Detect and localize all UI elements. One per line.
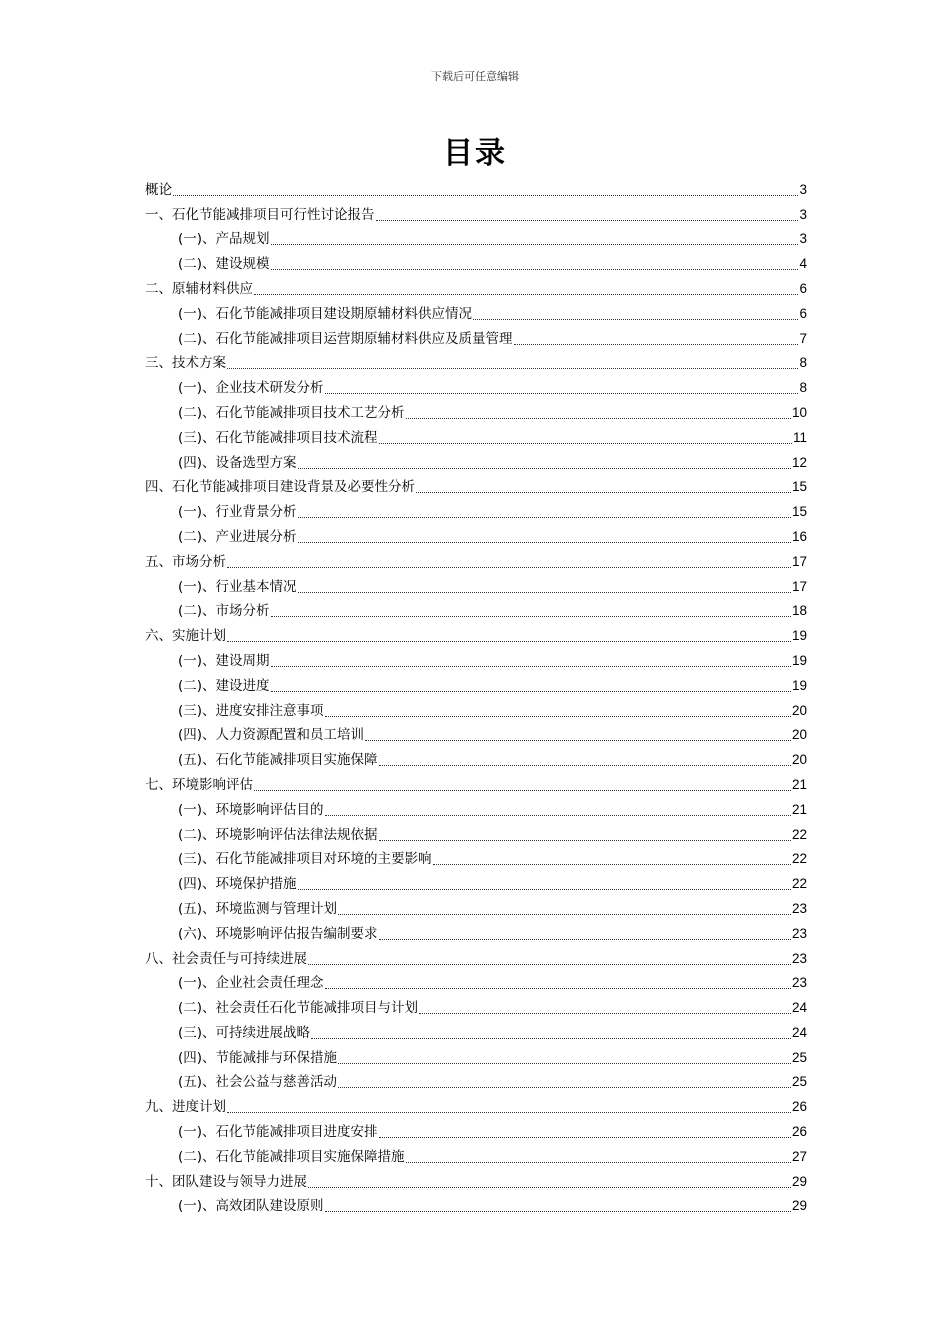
page-title: 目录: [443, 136, 507, 171]
toc-page-number: 20: [791, 752, 807, 768]
toc-entry[interactable]: [145, 546, 807, 571]
toc-entry-text: (三)、进度安排注意事项: [178, 702, 324, 719]
toc-entry[interactable]: [145, 695, 807, 720]
toc-entry-text: (四)、环境保护措施: [178, 876, 297, 893]
toc-leader-dots: [376, 219, 799, 221]
toc-entry-text: (二)、石化节能减排项目技术工艺分析: [178, 404, 405, 421]
toc-page-number: 23: [791, 975, 807, 991]
toc-page-number: 12: [791, 454, 807, 470]
toc-entry[interactable]: [145, 893, 807, 918]
toc-entry[interactable]: [145, 521, 807, 546]
toc-leader-dots: [227, 566, 791, 568]
toc-leader-dots: [379, 839, 791, 841]
toc-entry-text: (四)、设备选型方案: [178, 454, 297, 471]
toc-leader-dots: [173, 194, 798, 196]
toc-entry-text: 九、进度计划: [145, 1099, 226, 1116]
toc-leader-dots: [325, 814, 791, 816]
toc-leader-dots: [325, 715, 791, 717]
toc-entry[interactable]: [145, 769, 807, 794]
toc-entry-text: 一、石化节能减排项目可行性讨论报告: [145, 206, 375, 223]
toc-entry-text: (二)、社会责任石化节能减排项目与计划: [178, 1000, 419, 1017]
toc-leader-dots: [298, 591, 791, 593]
toc-entry[interactable]: [145, 844, 807, 869]
toc-page-number: 18: [791, 603, 807, 619]
toc-page-number: 22: [791, 826, 807, 842]
toc-page-number: 20: [791, 702, 807, 718]
toc-entry[interactable]: [145, 472, 807, 497]
toc-entry-text: (二)、建设规模: [178, 256, 270, 273]
toc-entry-text: (一)、产品规划: [178, 231, 270, 248]
toc-entry-text: (三)、可持续进展战略: [178, 1024, 311, 1041]
toc-entry[interactable]: [145, 1091, 807, 1116]
toc-page-number: 6: [799, 305, 807, 321]
toc-leader-dots: [406, 1161, 791, 1163]
toc-entry-text: (四)、人力资源配置和员工培训: [178, 727, 365, 744]
toc-leader-dots: [298, 516, 791, 518]
toc-entry[interactable]: [145, 670, 807, 695]
toc-entry[interactable]: [145, 819, 807, 844]
toc-leader-dots: [311, 1037, 791, 1039]
toc-page-number: 25: [791, 1074, 807, 1090]
toc-leader-dots: [227, 367, 798, 369]
toc-entry-text: (六)、环境影响评估报告编制要求: [178, 925, 378, 942]
toc-page-number: 21: [791, 801, 807, 817]
toc-leader-dots: [325, 987, 791, 989]
toc-entry[interactable]: [145, 620, 807, 645]
toc-page-number: 27: [791, 1148, 807, 1164]
toc-leader-dots: [271, 268, 799, 270]
toc-page-number: 11: [792, 429, 807, 445]
toc-entry[interactable]: [145, 397, 807, 422]
toc-entry-text: 七、环境影响评估: [145, 776, 253, 793]
toc-entry[interactable]: [145, 992, 807, 1017]
toc-page-number: 3: [799, 206, 807, 222]
toc-leader-dots: [254, 789, 791, 791]
toc-entry[interactable]: [145, 571, 807, 596]
toc-entry-text: (一)、企业技术研发分析: [178, 380, 324, 397]
toc-page-number: 22: [791, 876, 807, 892]
toc-entry[interactable]: [145, 422, 807, 447]
toc-page-number: 15: [791, 504, 807, 520]
toc-entry-text: 十、团队建设与领导力进展: [145, 1173, 307, 1190]
toc-leader-dots: [308, 1186, 791, 1188]
toc-leader-dots: [227, 1111, 791, 1113]
toc-entry[interactable]: [145, 868, 807, 893]
toc-leader-dots: [325, 392, 799, 394]
toc-page-number: 26: [791, 1124, 807, 1140]
toc-page-number: 10: [791, 404, 807, 420]
toc-entry[interactable]: [145, 1067, 807, 1092]
toc-leader-dots: [416, 491, 791, 493]
toc-entry-text: (一)、环境影响评估目的: [178, 801, 324, 818]
toc-page-number: 19: [791, 628, 807, 644]
toc-entry[interactable]: [145, 447, 807, 472]
toc-entry-text: (三)、石化节能减排项目技术流程: [178, 429, 378, 446]
toc-page-number: 29: [791, 1173, 807, 1189]
toc-leader-dots: [325, 1210, 791, 1212]
toc-entry-text: (一)、高效团队建设原则: [178, 1198, 324, 1215]
toc-page-number: 3: [799, 181, 807, 197]
toc-leader-dots: [271, 690, 791, 692]
toc-entry-text: (五)、石化节能减排项目实施保障: [178, 752, 378, 769]
toc-page-number: 3: [799, 231, 807, 247]
toc-entry-text: (三)、石化节能减排项目对环境的主要影响: [178, 851, 432, 868]
toc-entry[interactable]: [145, 496, 807, 521]
toc-entry-text: (五)、社会公益与慈善活动: [178, 1074, 338, 1091]
toc-leader-dots: [406, 417, 791, 419]
toc-leader-dots: [365, 739, 791, 741]
toc-leader-dots: [338, 913, 791, 915]
toc-leader-dots: [379, 764, 791, 766]
toc-entry-text: (四)、节能减排与环保措施: [178, 1049, 338, 1066]
toc-entry[interactable]: [145, 918, 807, 943]
toc-page-number: 15: [791, 479, 807, 495]
toc-entry[interactable]: [145, 720, 807, 745]
toc-page-number: 24: [791, 1024, 807, 1040]
toc-page-number: 26: [791, 1099, 807, 1115]
toc-page-number: 29: [791, 1198, 807, 1214]
toc-leader-dots: [298, 541, 791, 543]
toc-page-number: 19: [791, 652, 807, 668]
page-header: 下载后可任意编辑: [431, 70, 519, 83]
toc-page-number: 4: [799, 256, 807, 272]
toc-entry-text: (一)、行业基本情况: [178, 578, 297, 595]
toc-entry[interactable]: [145, 273, 807, 298]
toc-page-number: 21: [791, 776, 807, 792]
toc-page-number: 8: [799, 355, 807, 371]
toc-leader-dots: [473, 318, 798, 320]
toc-page-number: 24: [791, 1000, 807, 1016]
toc-leader-dots: [271, 615, 791, 617]
toc-entry[interactable]: [145, 1191, 807, 1216]
toc-entry-text: (二)、环境影响评估法律法规依据: [178, 826, 378, 843]
toc-leader-dots: [433, 863, 791, 865]
toc-entry[interactable]: [145, 174, 807, 199]
toc-leader-dots: [379, 442, 792, 444]
toc-entry[interactable]: [145, 794, 807, 819]
toc-leader-dots: [379, 1136, 791, 1138]
toc-entry[interactable]: [145, 224, 807, 249]
toc-entry-text: (二)、建设进度: [178, 677, 270, 694]
toc-entry-text: 四、石化节能减排项目建设背景及必要性分析: [145, 479, 415, 496]
toc-entry-text: (二)、石化节能减排项目实施保障措施: [178, 1148, 405, 1165]
toc-entry[interactable]: [145, 968, 807, 993]
toc-entry-text: (一)、石化节能减排项目进度安排: [178, 1124, 378, 1141]
toc-page-number: 7: [799, 330, 807, 346]
toc-entry[interactable]: [145, 943, 807, 968]
toc-entry-text: 二、原辅材料供应: [145, 280, 253, 297]
toc-entry-text: (一)、行业背景分析: [178, 504, 297, 521]
toc-leader-dots: [308, 963, 791, 965]
toc-entry[interactable]: [145, 1141, 807, 1166]
toc-page-number: 6: [799, 280, 807, 296]
toc-entry[interactable]: [145, 596, 807, 621]
toc-leader-dots: [298, 467, 791, 469]
toc-entry[interactable]: [145, 323, 807, 348]
toc-leader-dots: [254, 293, 798, 295]
toc-entry-text: (二)、产业进展分析: [178, 528, 297, 545]
toc-entry[interactable]: [145, 372, 807, 397]
toc-entry[interactable]: [145, 199, 807, 224]
toc-entry-text: 五、市场分析: [145, 553, 226, 570]
toc-entry[interactable]: [145, 298, 807, 323]
toc-entry-text: 概论: [145, 181, 172, 198]
toc-entry[interactable]: [145, 744, 807, 769]
toc-page-number: 23: [791, 950, 807, 966]
table-of-contents: [145, 174, 807, 1215]
toc-entry-text: 三、技术方案: [145, 355, 226, 372]
toc-leader-dots: [227, 640, 791, 642]
toc-entry-text: (二)、市场分析: [178, 603, 270, 620]
toc-entry-text: (一)、石化节能减排项目建设期原辅材料供应情况: [178, 305, 473, 322]
toc-leader-dots: [271, 665, 791, 667]
toc-entry-text: 六、实施计划: [145, 628, 226, 645]
toc-page-number: 23: [791, 925, 807, 941]
toc-entry[interactable]: [145, 1042, 807, 1067]
toc-entry[interactable]: [145, 645, 807, 670]
toc-page-number: 17: [791, 553, 807, 569]
toc-leader-dots: [338, 1086, 791, 1088]
toc-leader-dots: [514, 343, 799, 345]
toc-entry-text: (五)、环境监测与管理计划: [178, 900, 338, 917]
toc-page-number: 20: [791, 727, 807, 743]
toc-page-number: 17: [791, 578, 807, 594]
toc-page-number: 8: [799, 380, 807, 396]
toc-entry[interactable]: [145, 248, 807, 273]
toc-page-number: 25: [791, 1049, 807, 1065]
toc-entry[interactable]: [145, 1116, 807, 1141]
toc-entry-text: 八、社会责任与可持续进展: [145, 950, 307, 967]
toc-entry[interactable]: [145, 1017, 807, 1042]
toc-page-number: 22: [791, 851, 807, 867]
toc-leader-dots: [298, 888, 791, 890]
toc-entry[interactable]: [145, 348, 807, 373]
toc-entry-text: (一)、企业社会责任理念: [178, 975, 324, 992]
toc-page-number: 23: [791, 900, 807, 916]
toc-page-number: 19: [791, 677, 807, 693]
toc-page-number: 16: [791, 528, 807, 544]
toc-leader-dots: [338, 1062, 791, 1064]
toc-entry-text: (一)、建设周期: [178, 652, 270, 669]
toc-leader-dots: [379, 938, 791, 940]
toc-leader-dots: [419, 1012, 791, 1014]
toc-entry[interactable]: [145, 1166, 807, 1191]
toc-leader-dots: [271, 243, 799, 245]
toc-entry-text: (二)、石化节能减排项目运营期原辅材料供应及质量管理: [178, 330, 513, 347]
